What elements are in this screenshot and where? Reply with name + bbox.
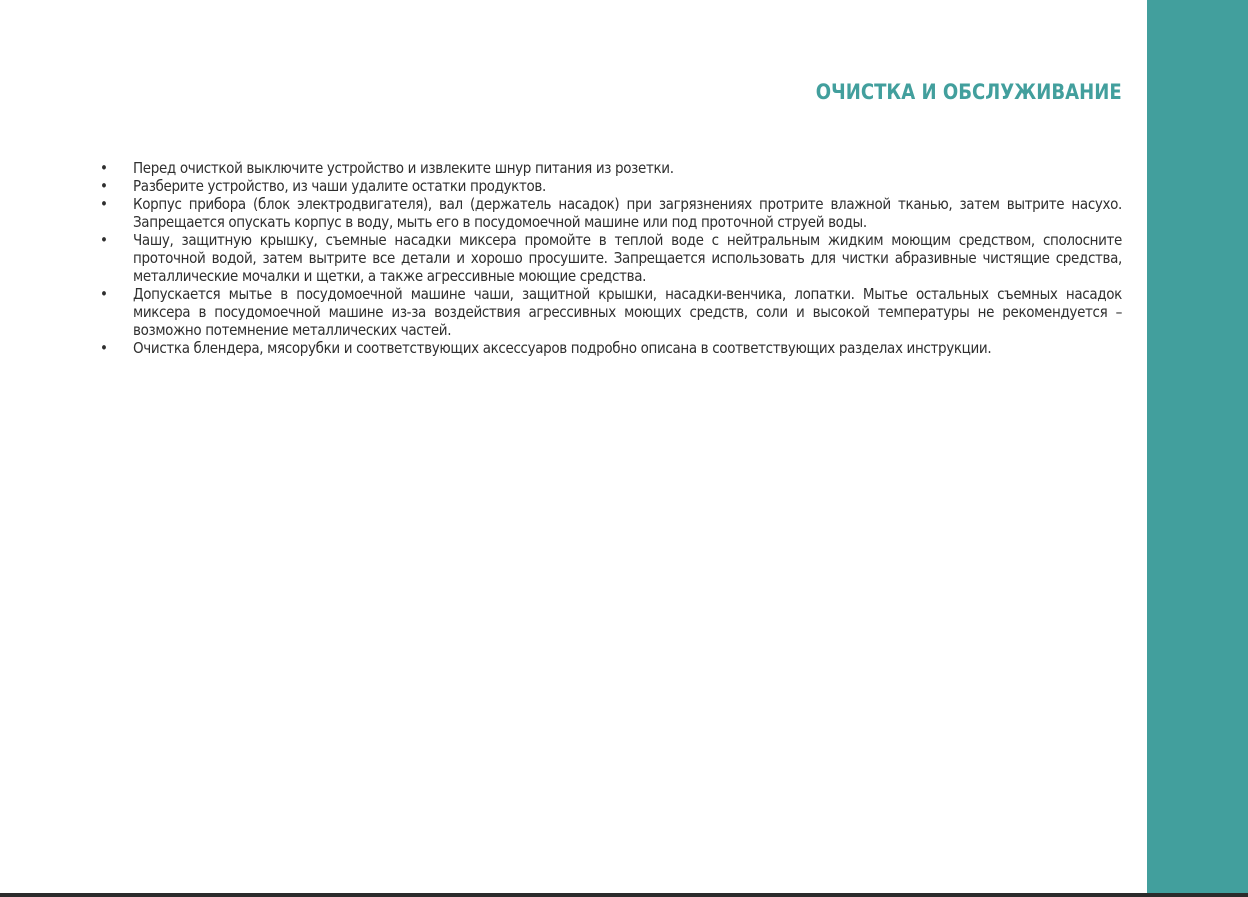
list-item xyxy=(100,195,1122,231)
bullet-marker: • xyxy=(100,285,108,303)
list-item xyxy=(100,231,1122,285)
bullet-marker: • xyxy=(100,159,108,177)
list-item-text: Разберите устройство, из чаши удалите остатки продуктов. xyxy=(133,177,546,195)
list-item-text: Чашу, защитную крышку, съемные насадки миксера промойте в теплой воде с нейтральным жидким моющим средством, сполосните проточной водой, затем вытрите все детали и хорошо просушите. Запрещается использовать для чистки абразивные чистящие средства, металлические мочалки и щетки, а также агрессивные моющие средства. xyxy=(133,231,1122,285)
cleaning-instructions-list xyxy=(100,159,1122,357)
list-item xyxy=(100,285,1122,339)
list-item-text: Допускается мытье в посудомоечной машине чаши, защитной крышки, насадки-венчика, лопатки. Мытье остальных съемных насадок миксера в посудомоечной машине из-за воздействия агрессивных моющих средств, соли и высокой температуры не рекомендуется – возможно потемнение металлических частей. xyxy=(133,285,1122,339)
list-item-text: Корпус прибора (блок электродвигателя), вал (держатель насадок) при загрязнениях протрите влажной тканью, затем вытрите насухо. Запрещается опускать корпус в воду, мыть его в посудомоечной машине или под проточной струей воды. xyxy=(133,195,1122,231)
section-title: ОЧИСТКА И ОБСЛУЖИВАНИЕ xyxy=(816,80,1122,104)
bullet-marker: • xyxy=(100,231,108,249)
instructions-body xyxy=(100,159,1122,357)
bullet-marker: • xyxy=(100,177,108,195)
list-item-text: Очистка блендера, мясорубки и соответствующих аксессуаров подробно описана в соответствующих разделах инструкции. xyxy=(133,339,992,357)
bullet-marker: • xyxy=(100,195,108,213)
list-item xyxy=(100,177,1122,195)
accent-side-band xyxy=(1147,0,1248,893)
bottom-rule xyxy=(0,893,1248,897)
list-item xyxy=(100,339,1122,357)
list-item-text: Перед очисткой выключите устройство и извлеките шнур питания из розетки. xyxy=(133,159,674,177)
bullet-marker: • xyxy=(100,339,108,357)
list-item xyxy=(100,159,1122,177)
